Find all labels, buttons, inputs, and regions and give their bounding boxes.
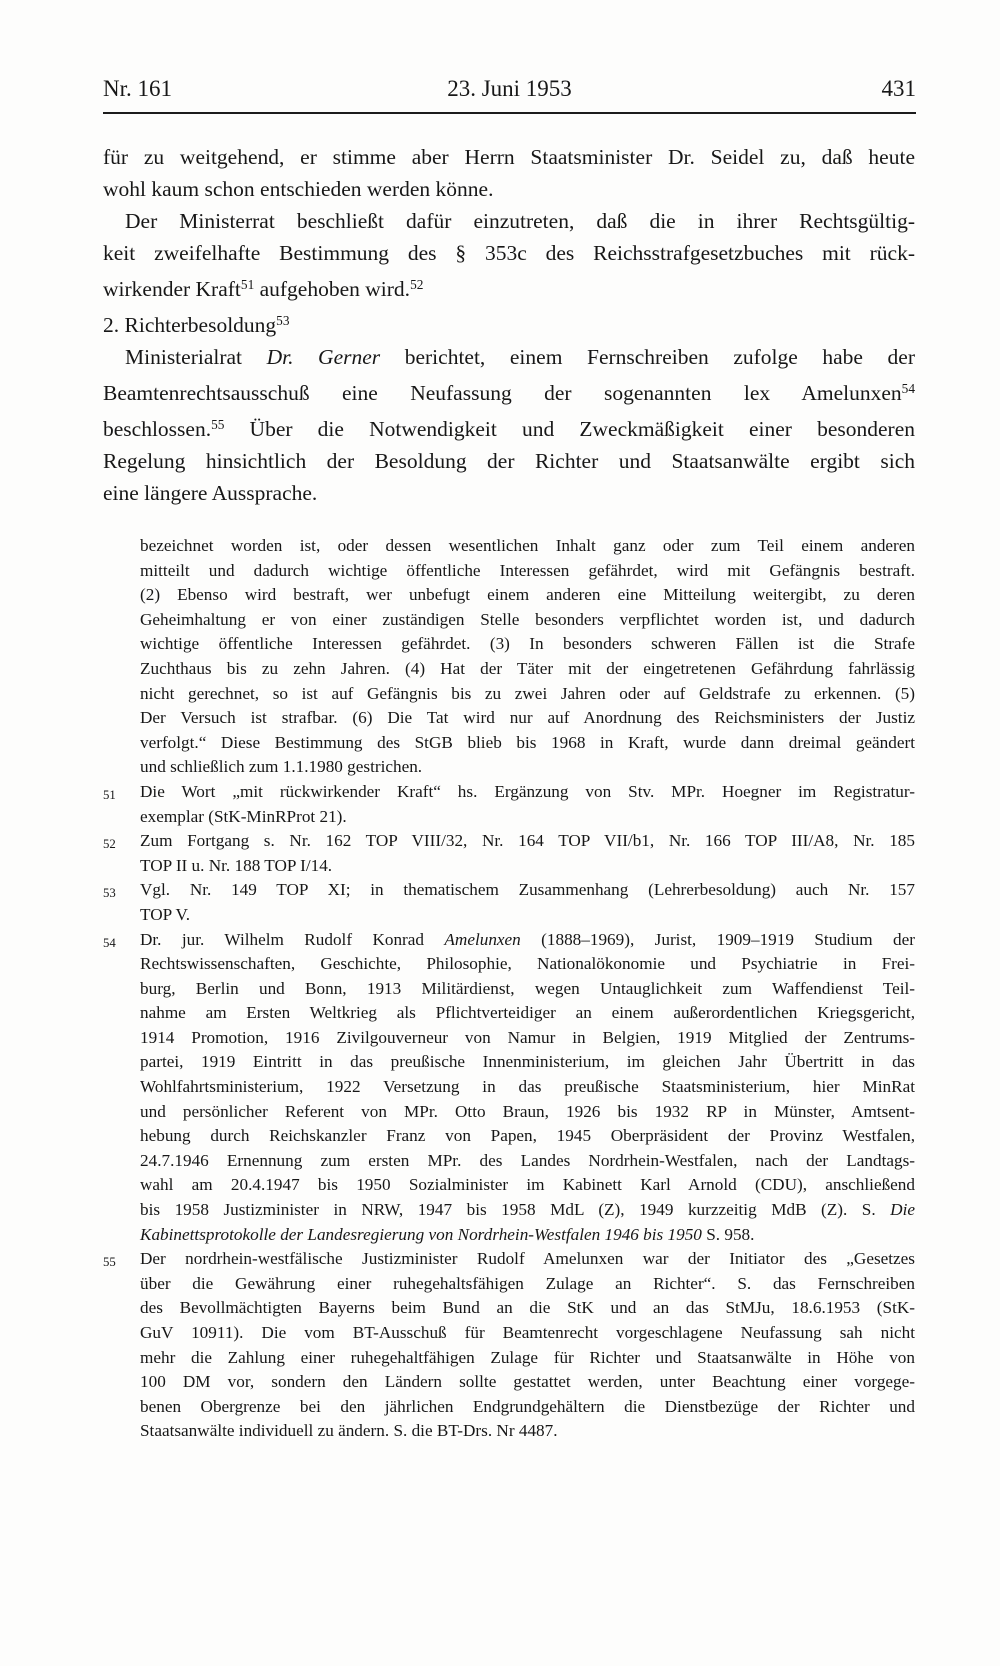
text-segment: eine längere Aussprache. bbox=[103, 480, 318, 505]
footnote bbox=[103, 1247, 915, 1444]
text-segment: hebung durch Reichskanzler Franz von Papen, 1945 Oberpräsident der Provinz Westfalen, bbox=[140, 1126, 915, 1146]
footnote-number: 53 bbox=[103, 886, 116, 901]
text-segment: Wohlfahrtsministerium, 1922 Versetzung in das preußische Staatsministerium, hier MinRat bbox=[140, 1077, 915, 1097]
text-segment: partei, 1919 Eintritt in das preußische Innenministerium, im gleichen Jahr Übertritt in das bbox=[140, 1052, 915, 1072]
text-segment: für zu weitgehend, er stimme aber Herrn Staatsminister Dr. Seidel zu, daß heute bbox=[103, 145, 915, 169]
footnote-line bbox=[140, 583, 915, 608]
footnote-number: 54 bbox=[103, 935, 116, 950]
body-line bbox=[103, 141, 915, 173]
footnote-line bbox=[140, 928, 915, 953]
text-segment: Regelung hinsichtlich der Besoldung der Richter und Staatsanwälte ergibt sich bbox=[103, 448, 915, 473]
text-segment: wichtige öffentliche Interessen gefährdet. (3) In besonders schweren Fällen ist die Strafe bbox=[140, 634, 915, 654]
text-segment: aufgehoben wird. bbox=[254, 276, 411, 301]
footnote-line bbox=[140, 780, 915, 805]
footnote-line bbox=[140, 952, 915, 977]
footnote-line bbox=[140, 1198, 915, 1223]
body-line bbox=[103, 237, 915, 269]
text-segment: benen Obergrenze bei den jährlichen Endgrundgehältern die Dienstbezüge der Richter und bbox=[140, 1396, 915, 1416]
footnote-line bbox=[140, 1026, 915, 1051]
text-segment: Rechtswissenschaften, Geschichte, Philosophie, Nationalökonomie und Psychiatrie in Frei- bbox=[140, 954, 915, 974]
paragraph bbox=[103, 205, 915, 305]
footnote-line bbox=[140, 854, 915, 879]
text-segment: S. 958. bbox=[701, 1224, 755, 1244]
header-issue-number: Nr. 161 bbox=[103, 76, 172, 101]
footnote-line bbox=[140, 1395, 915, 1420]
footnote-ref: 52 bbox=[410, 277, 424, 292]
text-segment: bis 1958 Justizminister in NRW, 1947 bis 1958 MdL (Z), 1949 kurzzeitig MdB (Z). S. bbox=[140, 1200, 891, 1220]
footnote-line bbox=[140, 1296, 915, 1321]
text-segment: Zuchthaus bis zu zehn Jahren. (4) Hat der Täter mit der eingetretenen Gefährdung fahrlässig bbox=[140, 658, 915, 678]
text-segment: burg, Berlin und Bonn, 1913 Militärdienst, wegen Untauglichkeit zum Waffendienst Teil- bbox=[140, 978, 915, 998]
footnote-line bbox=[140, 1050, 915, 1075]
footnote-number: 55 bbox=[103, 1255, 116, 1270]
body-line bbox=[103, 205, 915, 237]
footnote-ref: 55 bbox=[211, 416, 225, 432]
footnote-line bbox=[140, 1124, 915, 1149]
footnote-line bbox=[140, 977, 915, 1002]
footnote-text bbox=[140, 878, 915, 927]
header-page-number: 431 bbox=[881, 76, 916, 101]
footnote-text bbox=[140, 534, 915, 780]
text-segment: und persönlicher Referent von MPr. Otto Braun, 1926 bis 1932 RP in Münster, Amtsent- bbox=[140, 1101, 915, 1121]
text-segment: Zum Fortgang s. Nr. 162 TOP VIII/32, Nr. 164 TOP VII/b1, Nr. 166 TOP III/A8, Nr. 185 bbox=[140, 831, 915, 851]
body-line bbox=[103, 341, 915, 373]
footnote bbox=[103, 780, 915, 829]
body-line bbox=[103, 269, 915, 305]
text-segment: nahme am Ersten Weltkrieg als Pflichtverteidiger an einem außerordentlichen Kriegsgericht, bbox=[140, 1003, 915, 1023]
footnote-text bbox=[140, 928, 915, 1248]
footnote-line bbox=[140, 829, 915, 854]
text-segment: keit zweifelhafte Bestimmung des § 353c des Reichsstrafgesetzbuches mit rück- bbox=[103, 241, 915, 265]
footnote-line bbox=[140, 805, 915, 830]
text-segment: Über die Notwendigkeit und Zweckmäßigkeit einer besonderen bbox=[224, 416, 915, 441]
paragraph bbox=[103, 305, 915, 341]
text-segment: TOP II u. Nr. 188 TOP I/14. bbox=[140, 855, 333, 875]
text-segment: über die Gewährung einer ruhegehaltsfähigen Zulage an Richter“. S. das Fernschreiben bbox=[140, 1273, 915, 1293]
text-segment: wahl am 20.4.1947 bis 1950 Sozialminister im Kabinett Karl Arnold (CDU), anschließend bbox=[140, 1175, 915, 1195]
footnote-line bbox=[140, 1321, 915, 1346]
footnote-line bbox=[140, 1173, 915, 1198]
text-segment: GuV 10911). Die vom BT-Ausschuß für Beamtenrecht vorgeschlagene Neufassung sah nicht bbox=[140, 1323, 915, 1342]
text-segment: Staatsanwälte individuell zu ändern. S. die BT-Drs. Nr 4487. bbox=[140, 1421, 558, 1441]
footnote-line bbox=[140, 1100, 915, 1125]
footnote-text bbox=[140, 780, 915, 829]
text-segment: mitteilt und dadurch wichtige öffentliche Interessen gefährdet, wird mit Gefängnis bestraft. bbox=[140, 560, 915, 580]
text-segment: des Bevollmächtigten Bayerns beim Bund an die StK und an das StMJu, 18.6.1953 (StK- bbox=[140, 1298, 915, 1318]
text-segment: Der nordrhein-westfälische Justizminister Rudolf Amelunxen war der Initiator des „Gesetzes bbox=[140, 1249, 915, 1269]
text-segment: wohl kaum schon entschieden werden könne. bbox=[103, 177, 494, 201]
text-segment: 100 DM vor, sondern den Ländern sollte gestattet werden, unter Beachtung einer vorgege- bbox=[140, 1372, 915, 1392]
footnote-line bbox=[140, 1272, 915, 1297]
footnote-line bbox=[140, 1149, 915, 1174]
text-segment: Der Ministerrat beschließt dafür einzutreten, daß die in ihrer Rechtsgültig- bbox=[125, 209, 915, 233]
footnote-number: 52 bbox=[103, 837, 116, 852]
footnote-number bbox=[103, 534, 140, 780]
text-segment: nicht gerechnet, so ist auf Gefängnis bis zu zwei Jahren oder auf Geldstrafe zu erkennen. (5) bbox=[140, 683, 915, 703]
footnote-line bbox=[140, 1247, 915, 1272]
text-segment: Geheimhaltung er von einer zuständigen Stelle besonders verpflichtet worden ist, und dadurch bbox=[140, 609, 915, 629]
footnote-line bbox=[140, 559, 915, 584]
text-segment: 1914 Promotion, 1916 Zivilgouverneur von Namur in Belgien, 1919 Mitglied der Zentrums- bbox=[140, 1027, 915, 1047]
text-segment: und schließlich zum 1.1.1980 gestrichen. bbox=[140, 757, 423, 777]
footnote bbox=[103, 878, 915, 927]
text-segment: 2. Richterbesoldung bbox=[103, 312, 277, 337]
text-segment: TOP V. bbox=[140, 904, 190, 924]
text-segment: Beamtenrechtsausschuß eine Neufassung der sogenannten lex Amelunxen bbox=[103, 380, 902, 405]
text-segment: beschlossen. bbox=[103, 416, 212, 441]
footnote-ref: 51 bbox=[240, 277, 255, 292]
text-segment: bezeichnet worden ist, oder dessen wesentlichen Inhalt ganz oder zum Teil einem anderen bbox=[140, 536, 915, 555]
footnote-line bbox=[140, 534, 915, 559]
body-line bbox=[103, 477, 915, 509]
footnote-line bbox=[140, 1001, 915, 1026]
body-text bbox=[103, 141, 915, 509]
header-rule bbox=[103, 112, 916, 114]
text-segment: Der Versuch ist strafbar. (6) Die Tat wird nur auf Anordnung des Reichsministers der Justiz bbox=[140, 708, 915, 728]
body-line bbox=[103, 445, 915, 477]
footnote-line bbox=[140, 731, 915, 756]
text-segment: Die Wort „mit rückwirkender Kraft“ hs. Ergänzung von Stv. MPr. Hoegner im Registratur- bbox=[140, 781, 915, 801]
footnote-line bbox=[140, 1346, 915, 1371]
text-segment: (2) Ebenso wird bestraft, wer unbefugt einem anderen eine Mitteilung weitergibt, zu deren bbox=[140, 585, 915, 605]
footnote-line bbox=[140, 706, 915, 731]
footnote-line bbox=[140, 682, 915, 707]
text-segment: mehr die Zahlung einer ruhegehaltfähigen Zulage für Richter und Staatsanwälte in Höhe von bbox=[140, 1347, 915, 1367]
header-date: 23. Juni 1953 bbox=[447, 76, 572, 101]
text-segment: berichtet, einem Fernschreiben zufolge habe der bbox=[380, 344, 915, 369]
text-segment: exemplar (StK-MinRProt 21). bbox=[140, 806, 347, 826]
paragraph bbox=[103, 141, 915, 205]
footnote-line bbox=[140, 755, 915, 780]
paragraph bbox=[103, 341, 915, 509]
text-segment: 24.7.1946 Ernennung zum ersten MPr. des Landes Nordrhein-Westfalen, nach der Landtags- bbox=[140, 1150, 915, 1170]
text-segment: Die bbox=[890, 1200, 915, 1220]
footnote bbox=[103, 829, 915, 878]
footnote-line bbox=[140, 632, 915, 657]
text-segment: (1888–1969), Jurist, 1909–1919 Studium der bbox=[520, 929, 915, 949]
footnote-line bbox=[140, 903, 915, 928]
footnote bbox=[103, 928, 915, 1248]
footnote-line bbox=[140, 608, 915, 633]
text-segment: verfolgt.“ Diese Bestimmung des StGB blieb bis 1968 in Kraft, wurde dann dreimal geändert bbox=[140, 732, 915, 752]
footnote-line bbox=[140, 1419, 915, 1444]
footnote-line bbox=[140, 657, 915, 682]
text-segment: Dr. Gerner bbox=[266, 344, 381, 369]
footnote-section bbox=[103, 534, 915, 1444]
footnote-line bbox=[140, 878, 915, 903]
footnote-number: 51 bbox=[103, 787, 116, 802]
body-line bbox=[103, 373, 915, 409]
footnote-ref: 54 bbox=[901, 380, 915, 396]
footnote-ref: 53 bbox=[276, 312, 290, 328]
body-line bbox=[103, 173, 915, 205]
text-segment: Vgl. Nr. 149 TOP XI; in thematischem Zusammenhang (Lehrerbesoldung) auch Nr. 157 bbox=[140, 880, 915, 900]
footnote-text bbox=[140, 1247, 915, 1444]
footnote-line bbox=[140, 1075, 915, 1100]
footnote-line bbox=[140, 1223, 915, 1248]
body-line bbox=[103, 305, 915, 341]
footnote-continuation bbox=[103, 534, 915, 780]
text-segment: Dr. jur. Wilhelm Rudolf Konrad bbox=[140, 929, 445, 949]
footnote-line bbox=[140, 1370, 915, 1395]
footnote-text bbox=[140, 829, 915, 878]
text-segment: Amelunxen bbox=[444, 929, 521, 949]
text-segment: wirkender Kraft bbox=[103, 276, 241, 301]
body-line bbox=[103, 409, 915, 445]
text-segment: Kabinettsprotokolle der Landesregierung von Nordrhein-Westfalen 1946 bis 1950 bbox=[140, 1224, 702, 1244]
page-header bbox=[103, 76, 916, 102]
text-segment: Ministerialrat bbox=[125, 344, 267, 369]
